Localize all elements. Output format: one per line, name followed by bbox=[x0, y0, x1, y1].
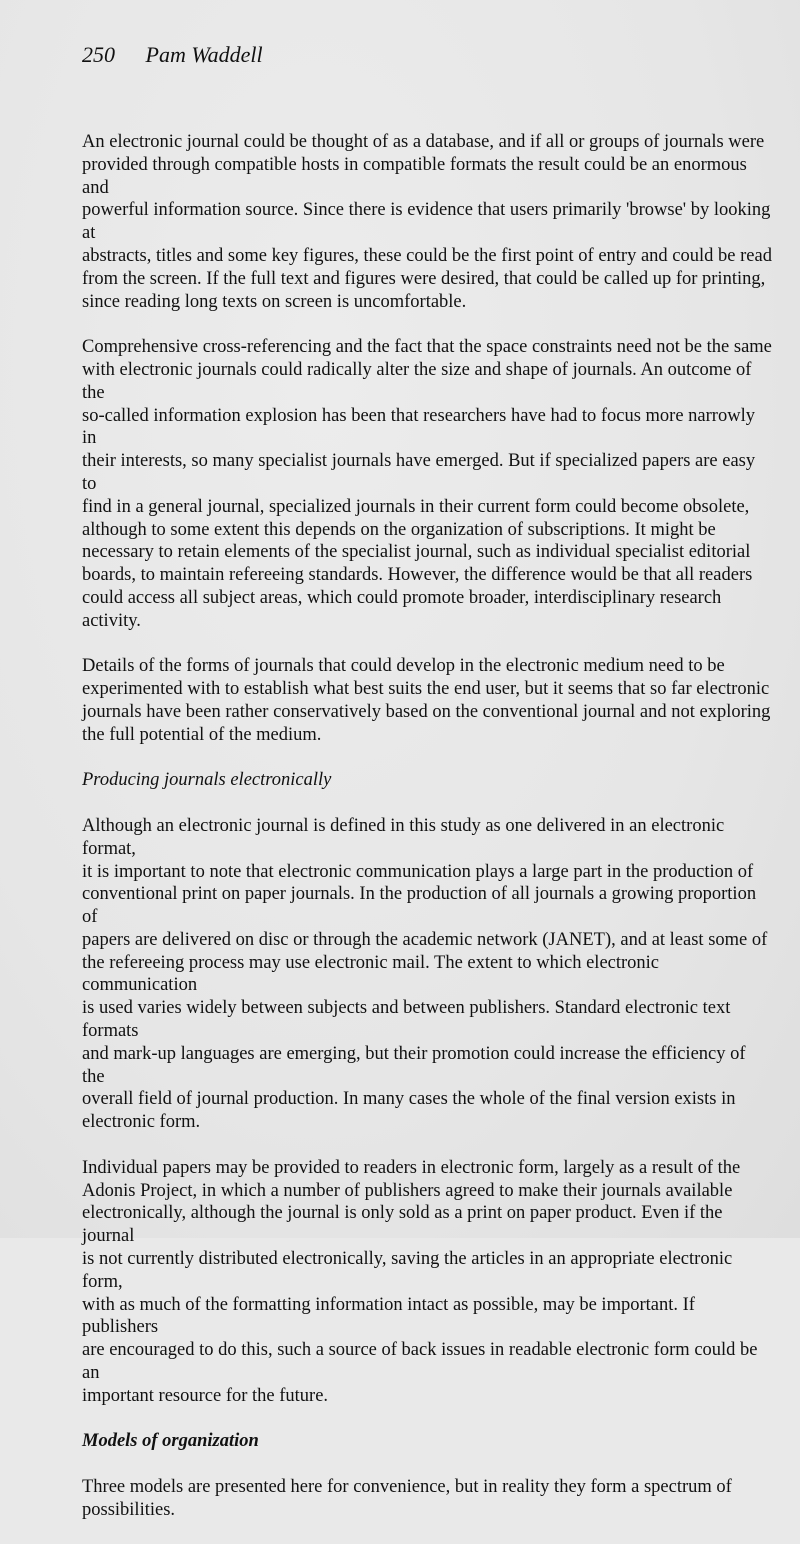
paragraph-electronic-journal-database: An electronic journal could be thought of as a database, and if all or groups of journals were provided through compatible hosts in compatible formats the result could be an enormous and powerful information source. Since there is evidence that users primarily 'browse' by looking at abstracts, titles and some key figures, these could be the first point of entry and could be read from the screen. If the full text and figures were desired, that could be called up for printing, since reading long texts on screen is uncomfortable. bbox=[82, 132, 772, 312]
paragraph-adonis-project: Individual papers may be provided to readers in electronic form, largely as a result of the Adonis Project, in which a number of publishers agreed to make their journals available electronically, although the journal is only sold as a print on paper product. Even if the journal is not currently distributed electronically, saving the articles in an appropriate electronic form, with as much of the formatting information intact as possible, may be important. If publishers are encouraged to do this, such a source of back issues in readable electronic form could be an important resource for the future. bbox=[82, 1157, 758, 1406]
body-text bbox=[82, 131, 772, 1544]
section-heading-models-of-organization: Models of organization bbox=[82, 1431, 259, 1452]
paragraph-electronic-production: Although an electronic journal is defined in this study as one delivered in an electronic format, it is important to note that electronic communication plays a large part in the production of conventional print on paper journals. In the production of all journals a growing proportion of papers are delivered on disc or through the academic network (JANET), and at least some of the refereeing process may use electronic mail. The extent to which electronic communication is used varies widely between subjects and between publishers. Standard electronic text formats and mark-up languages are emerging, but their promotion could increase the efficiency of the overall field of journal production. In many cases the whole of the final version exists in electronic form. bbox=[82, 815, 768, 1133]
page-number: 250 bbox=[82, 42, 115, 67]
running-header bbox=[82, 42, 263, 68]
paragraph-forms-of-journals: Details of the forms of journals that could develop in the electronic medium need to be experimented with to establish what best suits the end user, but it seems that so far electronic journals have been rather conservatively based on the conventional journal and not exploring the full potential of the medium. bbox=[82, 656, 771, 745]
section-heading-producing-journals: Producing journals electronically bbox=[82, 770, 332, 791]
running-header-author: Pam Waddell bbox=[145, 42, 263, 67]
paragraph-cross-referencing: Comprehensive cross-referencing and the fact that the space constraints need not be the same with electronic journals could radically alter the size and shape of journals. An outcome of the so-called information explosion has been that researchers have had to focus more narrowly in their interests, so many specialist journals have emerged. But if specialized papers are easy to find in a general journal, specialized journals in their current form could become obsolete, although to some extent this depends on the organization of subscriptions. It might be necessary to retain elements of the specialist journal, such as individual specialist editorial boards, to maintain refereeing standards. However, the difference would be that all readers could access all subject areas, which could promote broader, interdisciplinary research activity. bbox=[82, 337, 772, 631]
paragraph-three-models: Three models are presented here for convenience, but in reality they form a spectrum of possibilities. bbox=[82, 1477, 732, 1520]
